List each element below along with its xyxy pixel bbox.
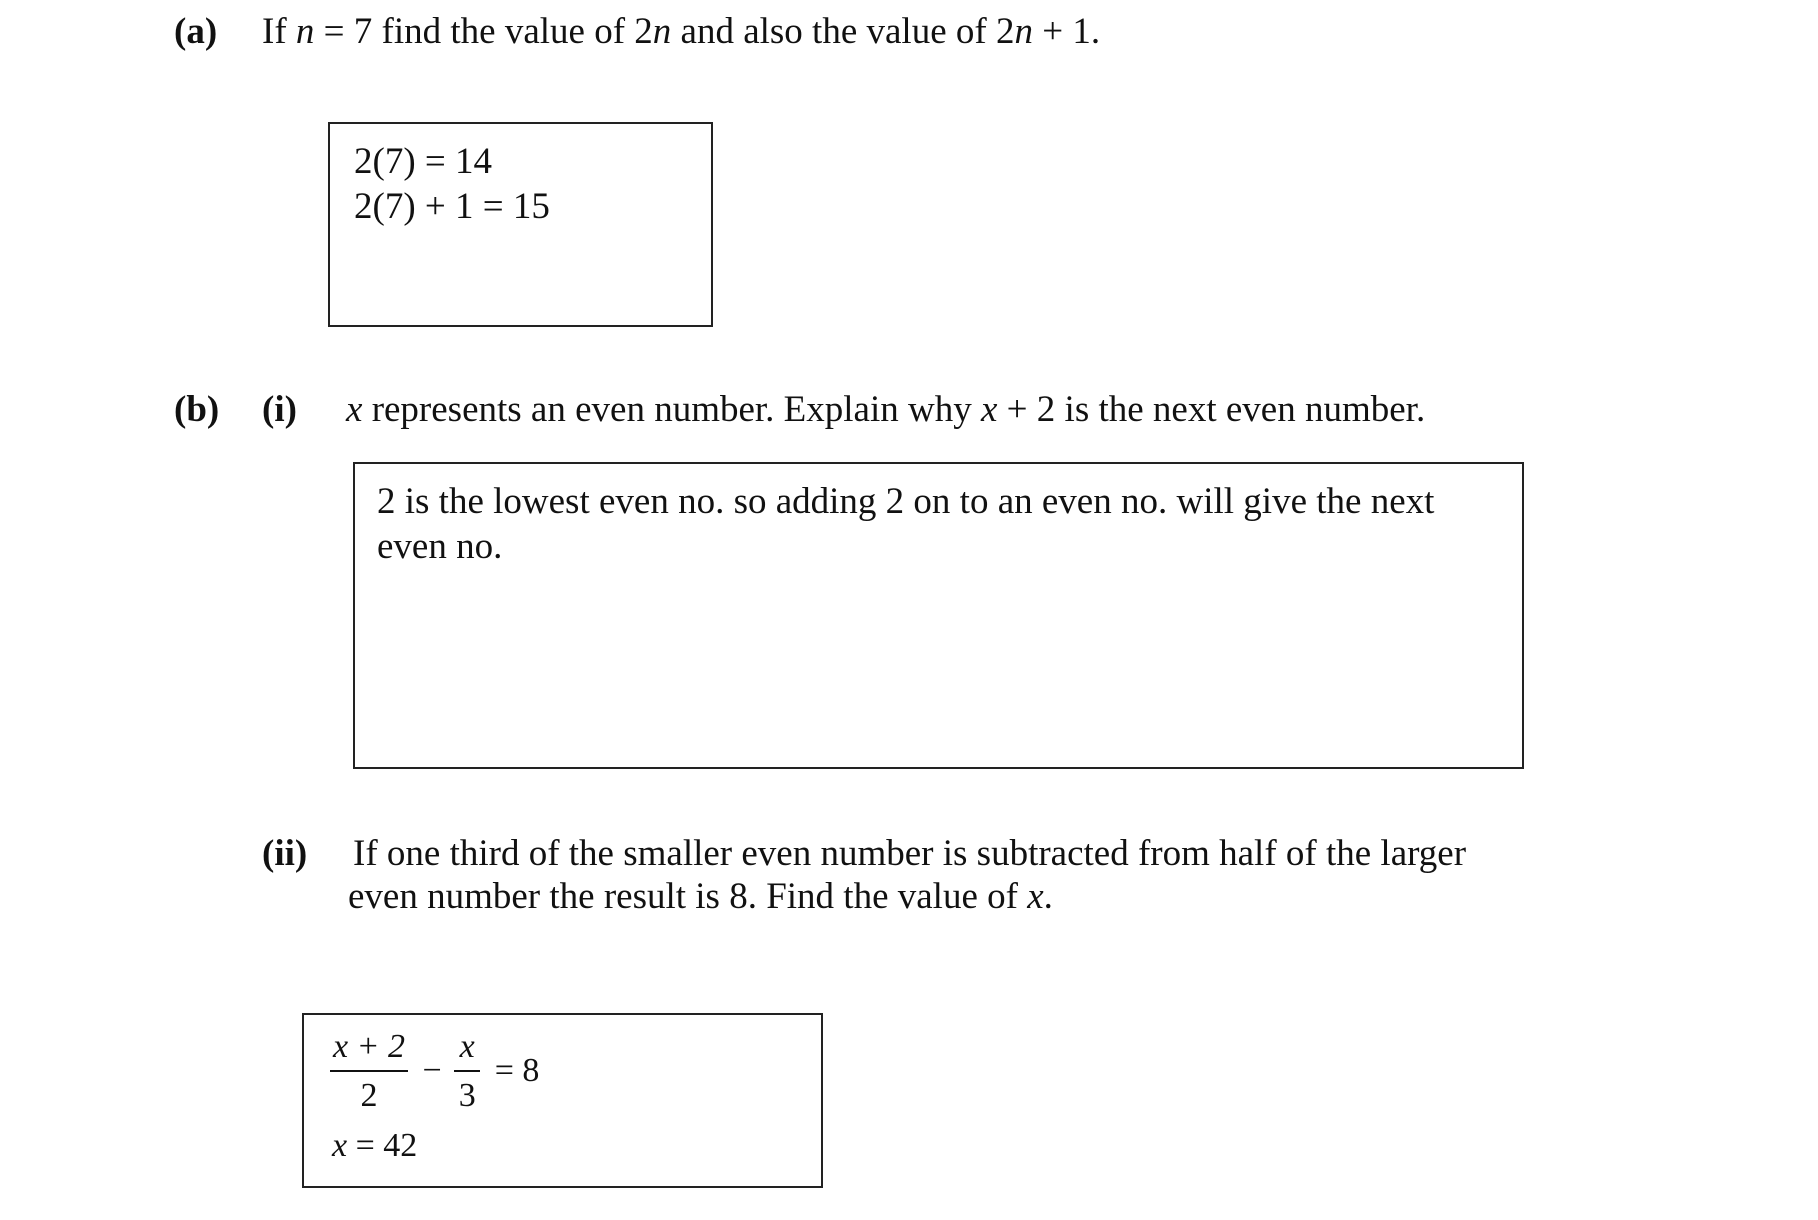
fraction-x-plus-2-over-2 [330, 1027, 408, 1115]
var-n: n [295, 11, 315, 52]
part-b-i-label: (i) [262, 389, 297, 430]
q-text-2: and also the value of 2 [671, 11, 1015, 52]
var-x: x [346, 389, 363, 430]
var-n: n [1014, 11, 1033, 52]
q-text-3: + 1. [1032, 11, 1101, 52]
answer-box-b-i[interactable] [353, 462, 1524, 769]
fraction-bar [454, 1070, 480, 1072]
equation-row [330, 1027, 539, 1115]
part-a-label: (a) [174, 11, 218, 52]
fraction-bar [330, 1070, 408, 1072]
var-x: x [1027, 876, 1044, 917]
answer-b-i-line-1: 2 is the lowest even no. so adding 2 on to an even no. will give the next [377, 481, 1435, 522]
var-x: x [332, 1127, 348, 1164]
part-b-ii-question-line-1: If one third of the smaller even number is subtracted from half of the larger [353, 833, 1467, 874]
answer-b-i-line-2: even no. [377, 526, 503, 567]
answer-box-b-ii[interactable] [302, 1013, 823, 1188]
fraction-x-over-3 [454, 1027, 480, 1115]
answer-a-line-1: 2(7) = 14 [354, 141, 493, 182]
fraction-denominator: 3 [458, 1077, 476, 1115]
equals-eight: = 8 [494, 1052, 540, 1090]
q-text-2: . [1043, 876, 1053, 917]
answer-a-line-2: 2(7) + 1 = 15 [354, 186, 550, 227]
part-b-label: (b) [174, 389, 220, 430]
part-b-i-question [346, 388, 1425, 431]
fraction-numerator: x + 2 [332, 1028, 406, 1065]
minus-sign: − [422, 1052, 442, 1090]
fraction-numerator: x [459, 1028, 475, 1065]
q-if: If [262, 11, 287, 52]
q-text-1: represents an even number. Explain why [362, 389, 981, 430]
var-x: x [980, 389, 998, 430]
part-a-question [262, 10, 1100, 53]
var-n: n [652, 11, 672, 52]
result-value: = 42 [347, 1127, 418, 1164]
part-b-ii-label: (ii) [262, 833, 308, 874]
q-text-1: even number the result is 8. Find the value of [348, 876, 1028, 917]
answer-box-a[interactable] [328, 122, 713, 327]
q-text-2: + 2 is the next even number. [997, 389, 1426, 430]
part-b-ii-question-line-2 [348, 875, 1053, 918]
fraction-denominator: 2 [360, 1077, 378, 1115]
result-line [332, 1127, 417, 1165]
q-text-1: = 7 find the value of 2 [314, 11, 653, 52]
